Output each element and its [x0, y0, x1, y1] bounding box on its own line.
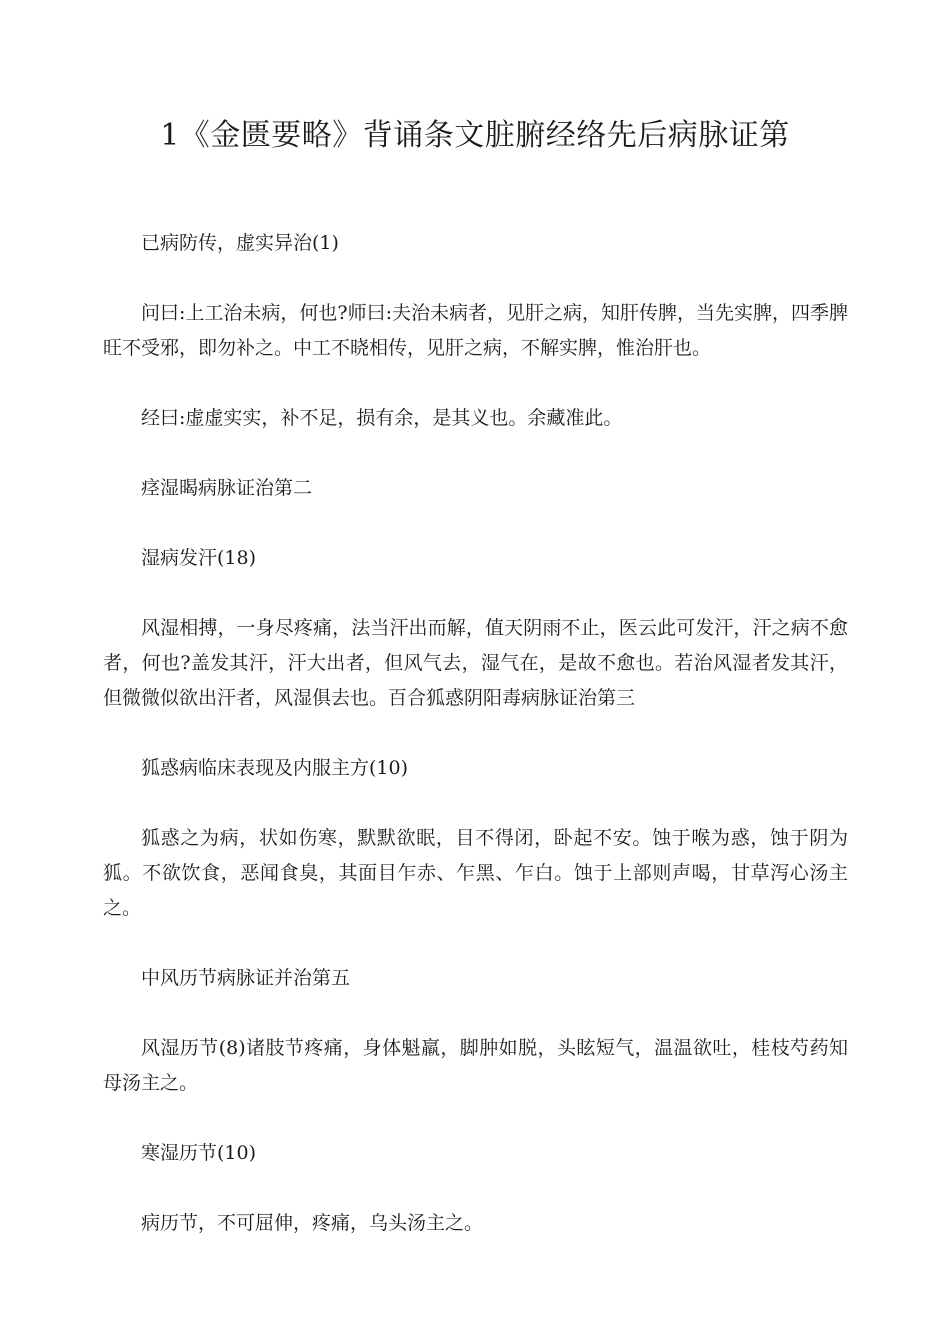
- text-paragraph: 狐惑之为病，状如伤寒，默默欲眠，目不得闭，卧起不安。蚀于喉为惑，蚀于阴为狐。不欲饮食，恶闻食臭，其面目乍赤、乍黑、乍白。蚀于上部则声喝，甘草泻心汤主之。: [103, 827, 848, 919]
- document-title: 1《金匮要略》背诵条文脏腑经络先后病脉证第: [160, 118, 790, 153]
- section-heading: 湿病发汗(18): [141, 547, 257, 569]
- text-paragraph: 风湿相搏，一身尽疼痛，法当汗出而解，值天阴雨不止，医云此可发汗，汗之病不愈者，何也?盖发其汗，汗大出者，但风气去，湿气在，是故不愈也。若治风湿者发其汗，但微微似欲出汗者，风湿俱去也。百合狐惑阴阳毒病脉证治第三: [103, 617, 848, 709]
- text-paragraph: 风湿历节(8)诸肢节疼痛，身体魁羸，脚肿如脱，头眩短气，温温欲吐，桂枝芍药知母汤主之。: [103, 1037, 848, 1094]
- chapter-heading: 中风历节病脉证并治第五: [141, 967, 351, 989]
- text-paragraph: 病历节，不可屈伸，疼痛，乌头汤主之。: [141, 1212, 484, 1234]
- section-heading: 已病防传，虚实异治(1): [141, 232, 339, 254]
- text-paragraph: 经曰:虚虚实实，补不足，损有余，是其义也。余藏准此。: [141, 407, 623, 429]
- section-heading: 寒湿历节(10): [141, 1142, 257, 1164]
- section-heading: 狐惑病临床表现及内服主方(10): [141, 757, 409, 779]
- chapter-heading: 痉湿暍病脉证治第二: [141, 477, 313, 499]
- text-paragraph: 问曰:上工治未病，何也?师曰:夫治未病者，见肝之病，知肝传脾，当先实脾，四季脾旺不受邪，即勿补之。中工不晓相传，见肝之病，不解实脾，惟治肝也。: [103, 302, 848, 359]
- document-body: [103, 226, 848, 1276]
